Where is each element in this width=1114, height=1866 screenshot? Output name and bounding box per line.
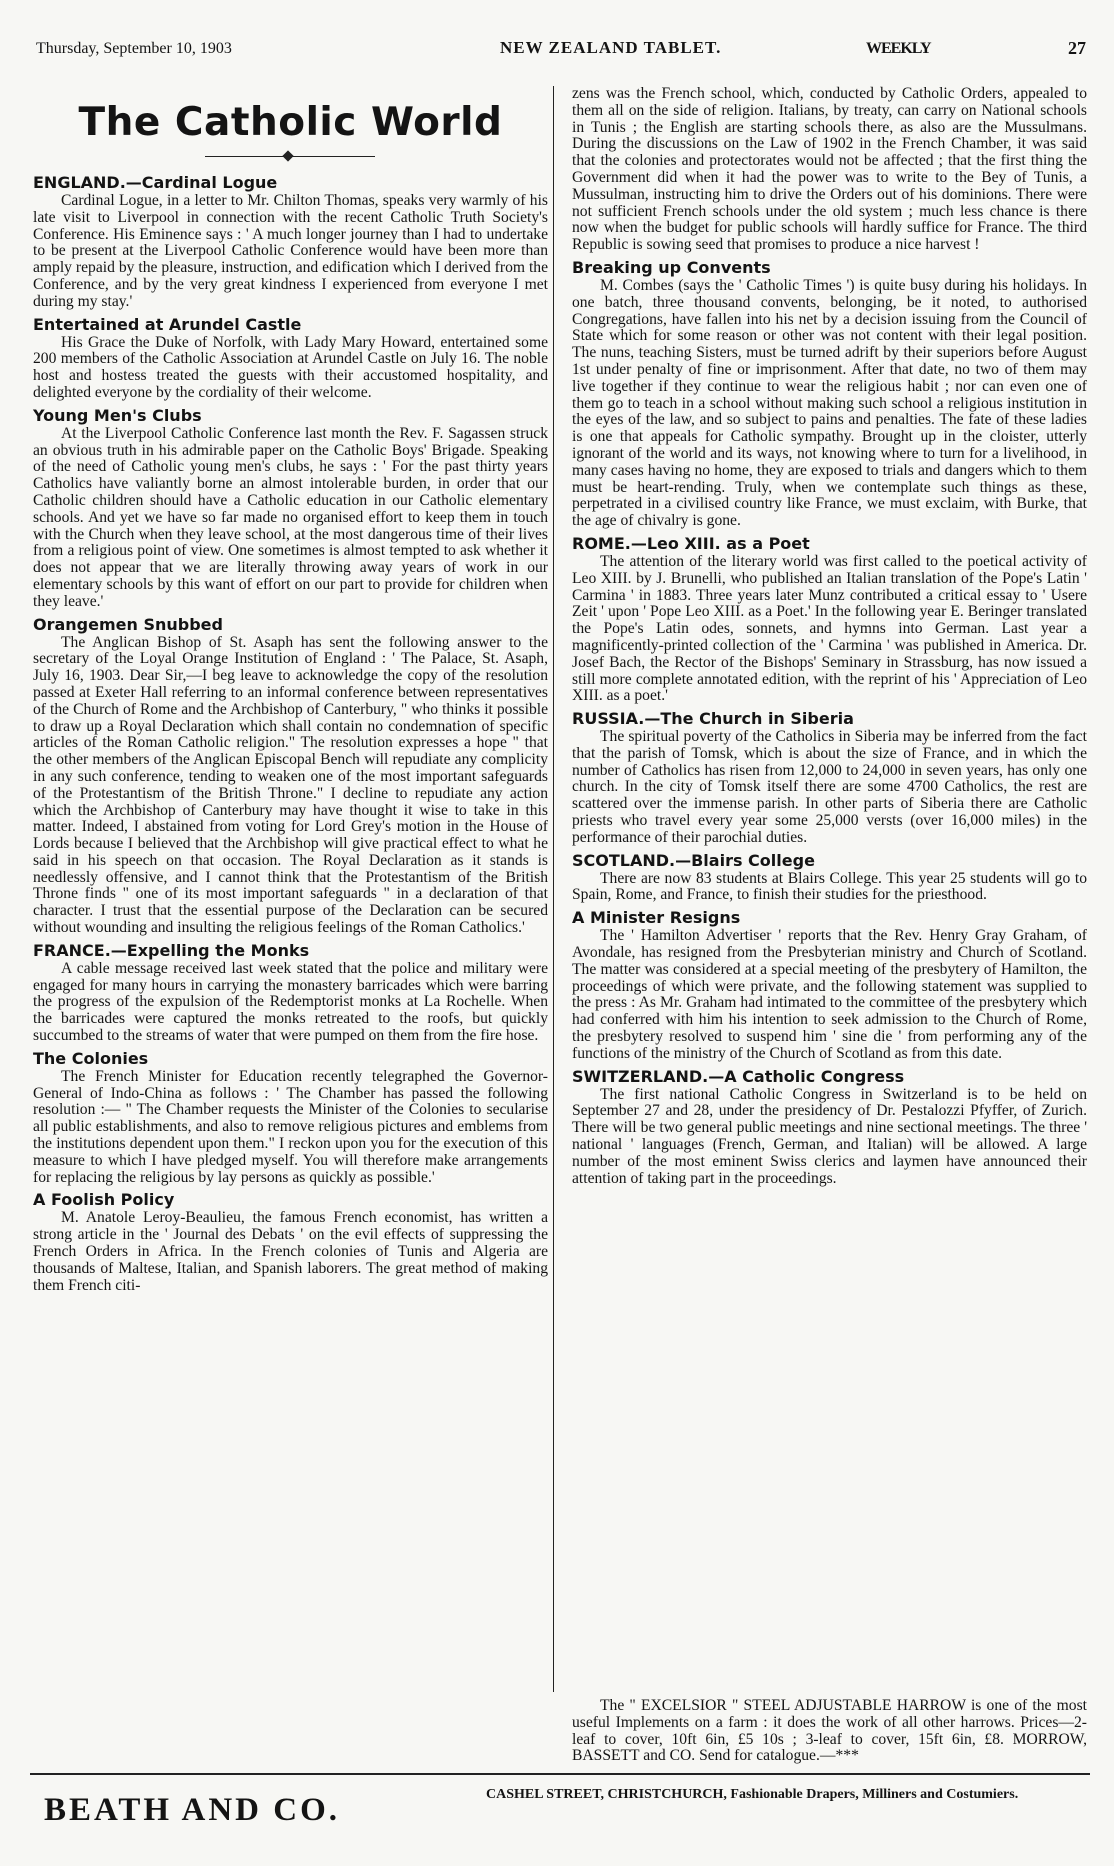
- article-paragraph: The attention of the literary world was first called to the poetical activity of Leo XIII. by J. Brunelli, who published an Italian translation of the Pope's Latin ' Carmina ' in 1883. Three years later Munz contributed a critical essay to ' Usere Zeit ' upon ' Pope Leo XIII. as a Poet.' In the following year E. Beringer translated the Pope's Latin odes, sonnets, and hymns into German. Last year a magnificently-printed collection of the ' Carmina ' was published in America. Dr. Josef Bach, the Rector of the Bishops' Seminary in Strassburg, has now issued a still more complete annotated edition, with the reprint of his ' Appreciation of Leo XIII. as a poet.': [572, 552, 1087, 705]
- article: [33, 406, 548, 611]
- article-paragraph: His Grace the Duke of Norfolk, with Lady Mary Howard, entertained some 200 members of the Catholic Association at Arundel Castle on July 16. The noble host and hostess treated the guests with their accustomed hospitality, and delighted everyone by the cordiality of their welcome.: [33, 333, 548, 401]
- article: [33, 315, 548, 402]
- article-paragraph: M. Anatole Leroy-Beaulieu, the famous French economist, has written a strong article in the ' Journal des Debats ' on the evil effects of suppressing the French Orders in Africa. In the French colonies of Tunis and Algeria are thousands of Maltese, Italian, and Spanish laborers. The great method of making them French citi-: [33, 1209, 548, 1294]
- article: [572, 1067, 1087, 1188]
- column-divider: [553, 86, 554, 1692]
- title-ornament: [33, 149, 548, 163]
- article: [572, 851, 1087, 905]
- article-paragraph: zens was the French school, which, conducted by Catholic Orders, appealed to them all on the side of religion. Italians, by treaty, can carry on National schools in Tunis ; the English are starting schools there, as also are the Mussulmans. During the discussions on the Law of 1902 in the French Chamber, it was said that the colonies and protectorates would not be affected ; that the first thing the Government did when it had the power was to write to the Bey of Tunis, a Mussulman, instructing him to drive the Orders out of his dominions. There were not sufficient French schools under the old system ; much less chance is there now when the budget for public schools will hardly suffice for France. The third Republic is sowing seed that promises to produce a nice harvest !: [572, 85, 1087, 254]
- page-number: 27: [1068, 38, 1086, 58]
- article-paragraph: The spiritual poverty of the Catholics in Siberia may be inferred from the fact that the parish of Tomsk, which is about the size of France, and in which the number of Catholics has risen from 12,000 to 24,000 in seven years, has only one church. In the city of Tomsk itself there are some 4700 Catholics, the rest are scattered over the immense parish. In other parts of Siberia there are Catholic priests who travel every year some 25,000 versts (over 16,000 miles) in the performance of their parochial duties.: [572, 728, 1087, 846]
- article-heading: RUSSIA.—The Church in Siberia: [572, 709, 854, 729]
- right-column: [572, 86, 1087, 1187]
- article-paragraph: There are now 83 students at Blairs College. This year 25 students will go to Spain, Rome, and France, to finish their studies for the priesthood.: [572, 869, 1087, 904]
- article-paragraph: Cardinal Logue, in a letter to Mr. Chilton Thomas, speaks very warmly of his late visit to Liverpool in connection with the recent Catholic Truth Society's Conference. His Eminence says : ' A much longer journey than I had to undertake to be present at the Liverpool Catholic Conference would have been more than amply repaid by the pleasure, instruction, and edification which I derived from the Conference, and by the very great kindness I experienced from everyone I met during my stay.': [33, 192, 548, 310]
- advertisement-text: The " EXCELSIOR " STEEL ADJUSTABLE HARROW is one of the most useful Implements on a farm : it does the work of all other harrows. Prices—2-leaf to cover, 10ft 6in, £5 10s ; 3-leaf to cover, 15ft 6in, £8. MORROW, BASSETT and CO. Send for catalogue.—***: [572, 1697, 1087, 1765]
- advertisement: [572, 1698, 1087, 1765]
- article-paragraph: At the Liverpool Catholic Conference last month the Rev. F. Sagassen struck an obvious truth in his admirable paper on the Catholic Boys' Brigade. Speaking of the need of Catholic young men's clubs, he says : ' For the past thirty years Catholics have valiantly borne an almost intolerable burden, in order that our Catholic children should have a Catholic education in our Catholic elementary schools. And yet we have so far made no organised effort to keep them in touch with the Church when they leave school, at the most dangerous time of their lives from a religious point of view. One sometimes is almost tempted to ask whether it does not appear that we are literally throwing away years of work in our elementary schools by this want of effort on our part to provide for children when they leave.': [33, 424, 548, 610]
- article-heading: SCOTLAND.—Blairs College: [572, 850, 815, 870]
- article-heading: FRANCE.—Expelling the Monks: [33, 940, 310, 960]
- header-smudge: WEEKLY: [866, 40, 931, 57]
- article-heading: A Minister Resigns: [572, 908, 741, 928]
- article-heading: The Colonies: [33, 1048, 149, 1068]
- article-paragraph: The French Minister for Education recently telegraphed the Governor-General of Indo-China as follows : ' The Chamber has passed the following resolution :— " The Chamber requests the Minister of the Colonies to secularise all public establishments, and also to remove religious pictures and emblems from the institutions dependent upon them." I reckon upon you for the execution of this measure to which I have pledged myself. You will therefore make arrangements for replacing the religious by lay persons as quickly as possible.': [33, 1067, 548, 1186]
- article-heading: A Foolish Policy: [33, 1190, 175, 1210]
- article: [33, 615, 548, 937]
- article: [572, 908, 1087, 1062]
- article: [572, 534, 1087, 705]
- issue-date: Thursday, September 10, 1903: [36, 40, 232, 57]
- footer-address: CASHEL STREET, CHRISTCHURCH, Fashionable Drapers, Milliners and Costumiers.: [486, 1787, 1019, 1802]
- article-heading: Breaking up Convents: [572, 257, 771, 277]
- article: [33, 941, 548, 1045]
- article: [33, 173, 548, 311]
- article-heading: Entertained at Arundel Castle: [33, 314, 302, 334]
- article-heading: Young Men's Clubs: [33, 405, 202, 425]
- article-paragraph: The first national Catholic Congress in Switzerland is to be held on September 27 and 28, under the presidency of Dr. Pestalozzi Pfyffer, of Zurich. There will be two general public meetings and nine sectional meetings. The three ' national ' languages (French, German, and Italian) will be allowed. A large number of the most eminent Swiss clerics and laymen have announced their attention of taking part in the proceedings.: [572, 1085, 1087, 1187]
- article-paragraph: A cable message received last week stated that the police and military were engaged for many hours in carrying the monastery barricades which were barring the progress of the expulsion of the Redemptorist monks at La Rochelle. When the barricades were captured the monks retreated to the roofs, but quickly succumbed to the streams of water that were pumped on them from the fire hose.: [33, 959, 548, 1045]
- article: [572, 258, 1087, 530]
- article-paragraph: The ' Hamilton Advertiser ' reports that the Rev. Henry Gray Graham, of Avondale, has resigned from the Presbyterian ministry and Church of Scotland. The matter was considered at a special meeting of the presbytery of Hamilton, the proceedings of which were private, and the following statement was supplied to the press : As Mr. Graham had intimated to the committee of the presbytery which had conferred with him his intention to seek admission to the Church of Rome, the presbytery resolved to suspend him ' sine die ' from performing any of the functions of the ministry of the Church of Scotland as from this date.: [572, 927, 1087, 1062]
- running-header: [30, 36, 1090, 62]
- diamond-icon: [282, 150, 293, 161]
- masthead: NEW ZEALAND TABLET.: [500, 38, 722, 57]
- left-column: [33, 86, 548, 1294]
- article-heading: ROME.—Leo XIII. as a Poet: [572, 533, 810, 553]
- article-paragraph: The Anglican Bishop of St. Asaph has sent the following answer to the secretary of the Loyal Orange Institution of England : ' The Palace, St. Asaph, July 16, 1903. Dear Sir,—I beg leave to acknowledge the copy of the resolution passed at Exeter Hall referring to an informal conference between representatives of the Church of Rome and the Archbishop of Canterbury, " who thinks it possible to draw up a Royal Declaration which shall contain no condemnation of specific articles of the Roman Catholic religion." The resolution expresses a hope " that the other members of the Anglican Episcopal Bench will repudiate any complicity in any such conference, tending to weaken one of the most important safeguards of the Protestantism of the British Throne." I decline to repudiate any action which the Archbishop of Canterbury may have thought it wise to take in this matter. Indeed, I abstained from voting for Lord Grey's motion in the House of Lords because I believed that the Archbishop will give practical effect to what he said in his speech on that occasion. The Royal Declaration as it stands is needlessly offensive, and I cannot think that the Protestantism of the British Throne finds " one of its most important safeguards " in a declaration of that character. I trust that the essential purpose of the Declaration can be secured without wounding and insulting the religious feelings of the Roman Catholics.': [33, 633, 548, 937]
- section-title: The Catholic World: [78, 100, 503, 145]
- article: [572, 709, 1087, 847]
- article: [33, 1049, 548, 1187]
- footer-brand: BEATH AND CO.: [44, 1792, 341, 1828]
- article-heading: Orangemen Snubbed: [33, 614, 223, 634]
- article: [572, 86, 1087, 254]
- footer-rule: [30, 1773, 1090, 1775]
- article-paragraph: M. Combes (says the ' Catholic Times ') is quite busy during his holidays. In one batch, three thousand convents, belonging, be it noted, to authorised Congregations, have fallen into his net by a decision issuing from the Council of State which for some reason or other was not content with their legal position. The nuns, teaching Sisters, must be turned adrift by their superiors before August 1st under penalty of fine or imprisonment. After that date, no two of them may live together if they continue to wear the religious habit ; nor can even one of them go to teach in a school without making such school a religious institution in the eyes of the law, and so subject to pains and penalties. The fate of these ladies is one that appeals for Catholic sympathy. Brought up in the cloister, utterly ignorant of the world and its ways, not knowing where to turn for a livelihood, in many cases having no home, they are exposed to trials and dangers which to them must be heart-rending. Truly, when we contemplate such things as these, perpetrated in a civilised country like France, we must exclaim, with Burke, that the age of chivalry is gone.: [572, 276, 1087, 530]
- article: [33, 1190, 548, 1294]
- left-articles: [33, 173, 548, 1294]
- article-heading: SWITZERLAND.—A Catholic Congress: [572, 1066, 905, 1086]
- right-articles: [572, 86, 1087, 1187]
- article-heading: ENGLAND.—Cardinal Logue: [33, 173, 278, 192]
